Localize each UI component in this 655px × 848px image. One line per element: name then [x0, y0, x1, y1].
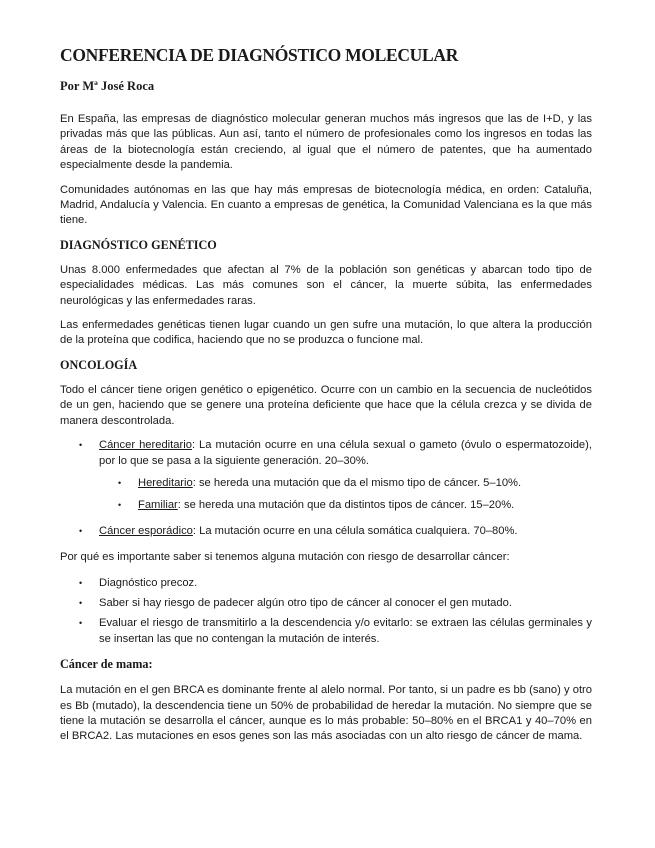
list-item-cancer-hereditario	[60, 438, 592, 469]
document-author: Por Mª José Roca	[60, 79, 155, 93]
importance-paragraph: Por qué es importante saber si tenemos alguna mutación con riesgo de desarrollar cáncer:	[60, 551, 510, 564]
list-item-hereditario	[60, 476, 592, 491]
heading-oncologia: ONCOLOGÍA	[60, 357, 138, 372]
text-familiar: : se hereda una mutación que da distintos tipos de cáncer. 15–20%.	[177, 499, 515, 512]
list-item-reason-1	[60, 576, 592, 591]
cancer-types-list	[60, 438, 592, 539]
list-item-familiar	[60, 498, 592, 513]
document-title: CONFERENCIA DE DIAGNÓSTICO MOLECULAR	[60, 45, 459, 65]
document-page	[60, 0, 592, 745]
bullet-icon: •	[118, 500, 122, 511]
bullet-icon: •	[79, 525, 83, 536]
bullet-icon: •	[79, 597, 83, 608]
mama-paragraph: La mutación en el gen BRCA es dominante frente al alelo normal. Por tanto, si un padre es bb (sano) y otro es Bb (mutado), la descendencia tiene un 50% de probabilidad de heredar la mutación. No siempre que se tiene la mutación se desarrolla el cáncer, aunque es lo más probable: 50–80% en el BRCA1 y 40–70% en el BRCA2. Las mutaciones en esos genes son las más asociadas con un alto riesgo de cáncer de mama.	[60, 684, 592, 743]
heading-diagnostico-genetico: DIAGNÓSTICO GENÉTICO	[60, 237, 217, 252]
reason-text: Saber si hay riesgo de padecer algún otro tipo de cáncer al conocer el gen mutado.	[99, 596, 512, 609]
text-cancer-esporadico: : La mutación ocurre en una célula somática cualquiera. 70–80%.	[192, 524, 518, 537]
list-item-cancer-esporadico	[60, 524, 592, 539]
term-hereditario: Hereditario	[138, 476, 193, 489]
text-hereditario: : se hereda una mutación que da el mismo tipo de cáncer. 5–10%.	[192, 476, 522, 489]
intro-paragraph-1: En España, las empresas de diagnóstico molecular generan muchos más ingresos que las de I+D, y las privadas más que las públicas. Aun así, tanto el número de profesionales como los ingresos en todas las áreas de la biotecnología están creciendo, al igual que el número de patentes, que ha aumentado especialmente desde la pandemia.	[60, 113, 592, 172]
term-familiar: Familiar	[138, 499, 178, 512]
bullet-icon: •	[79, 440, 83, 451]
bullet-icon: •	[79, 577, 83, 588]
reason-text: Evaluar el riesgo de transmitirlo a la descendencia y/o evitarlo: se extraen las células germinales y se insertan las que no contengan la mutación de interés.	[99, 617, 592, 645]
text-cancer-hereditario: : La mutación ocurre en una célula sexual o gameto (óvulo o espermatozoide), por lo que se pasa a la siguiente generación. 20–30%.	[99, 439, 592, 467]
reason-text: Diagnóstico precoz.	[99, 576, 198, 589]
list-item-reason-2	[60, 596, 592, 611]
diagnostico-paragraph-2: Las enfermedades genéticas tienen lugar cuando un gen sufre una mutación, lo que altera la producción de la proteína que codifica, haciendo que no se produzca o funcione mal.	[60, 319, 592, 347]
reasons-list	[60, 576, 592, 648]
diagnostico-paragraph-1: Unas 8.000 enfermedades que afectan al 7% de la población son genéticas y abarcan todo tipo de especialidades médicas. Las más comunes son el cáncer, la muerte súbita, las enfermedades neurológicas y las enfermedades raras.	[60, 263, 592, 307]
oncologia-intro: Todo el cáncer tiene origen genético o epigenético. Ocurre con un cambio en la secuencia de nucleótidos de un gen, haciendo que se genere una proteína deficiente que hace que la célula crezca y se divida de manera descontrolada.	[60, 383, 592, 427]
heading-cancer-de-mama: Cáncer de mama:	[60, 657, 153, 672]
term-cancer-hereditario: Cáncer hereditario	[99, 439, 192, 452]
bullet-icon: •	[79, 618, 83, 629]
intro-paragraph-2: Comunidades autónomas en las que hay más empresas de biotecnología médica, en orden: Cataluña, Madrid, Andalucía y Valencia. En cuanto a empresas de genética, la Comunidad Valenciana es la que más tiene.	[60, 183, 592, 227]
bullet-icon: •	[118, 477, 122, 488]
term-cancer-esporadico: Cáncer esporádico	[99, 524, 193, 537]
list-item-reason-3	[60, 616, 592, 647]
